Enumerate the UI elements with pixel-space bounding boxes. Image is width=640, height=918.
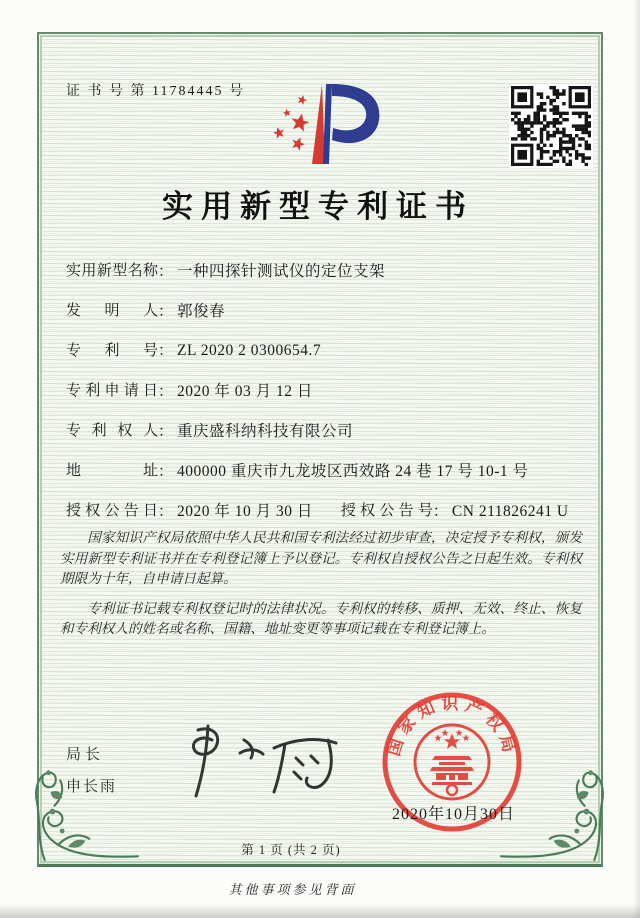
cnipa-logo-icon <box>256 80 394 168</box>
seal-ring-text: 国家知识产权局 <box>384 694 521 760</box>
legal-paragraph-2: 专利证书记载专利权登记时的法律状况。专利权的转移、质押、无效、终止、恢复和专利权人的姓名或名称、国籍、地址变更等事项记载在专利登记簿上。 <box>60 600 582 636</box>
page-number: 第 1 页 (共 2 页) <box>241 843 341 857</box>
field-address: 地址： 400000 重庆市九龙坡区西效路 24 巷 17 号 10-1 号 <box>66 459 566 479</box>
back-side-note: 其他事项参见背面 <box>228 882 357 897</box>
certificate-number: 证 书 号 第 11784445 号 <box>66 84 245 99</box>
field-label: 专利申请日 <box>66 383 158 399</box>
field-value: 2020 年 03 月 12 日 <box>177 383 313 400</box>
corner-flourish-right-icon <box>498 763 610 865</box>
field-utility-model-name: 实用新型名称： 一种四探针测试仪的定位支架 <box>66 259 566 279</box>
field-label: 授权公告号 <box>340 503 433 519</box>
certificate-title: 实用新型专利证书 <box>162 189 474 224</box>
field-value: CN 211826241 U <box>451 503 569 520</box>
field-value: 郭俊春 <box>177 303 226 320</box>
photo-bottom-shadow <box>0 904 640 918</box>
field-patent-number: 专利号： ZL 2020 2 0300654.7 <box>66 339 566 359</box>
field-value: 400000 重庆市九龙坡区西效路 24 巷 17 号 10-1 号 <box>177 463 529 480</box>
national-emblem-icon <box>415 725 489 799</box>
field-label: 发明人 <box>66 303 158 319</box>
logo-red-wedge <box>312 84 325 164</box>
field-label: 授权公告日 <box>66 503 158 519</box>
field-value: 重庆盛科纳科技有限公司 <box>177 423 354 440</box>
commissioner-title: 局长 <box>66 746 105 763</box>
photo-edge-shadow <box>633 0 640 918</box>
field-label: 专利权人 <box>66 423 158 439</box>
field-grant-date-and-number: 授权公告日： 2020 年 10 月 30 日 授权公告号： CN 211826241 U <box>66 499 566 519</box>
qr-code <box>509 84 593 168</box>
field-filing-date: 专利申请日： 2020 年 03 月 12 日 <box>66 379 566 399</box>
field-label: 地址 <box>66 463 158 479</box>
svg-text:国家知识产权局 <box>384 694 520 759</box>
legal-statement <box>60 528 582 649</box>
corner-flourish-left-icon <box>29 763 141 865</box>
field-value: 一种四探针测试仪的定位支架 <box>177 263 386 280</box>
field-label: 专利号 <box>66 343 158 359</box>
field-value: 2020 年 10 月 30 日 <box>177 503 313 520</box>
commissioner-name: 申长雨 <box>66 778 118 795</box>
director-signature <box>168 720 348 802</box>
field-grant-number: 授权公告号： CN 211826241 U <box>341 504 569 520</box>
seal-date: 2020年10月30日 <box>392 806 516 823</box>
field-inventor: 发明人： 郭俊春 <box>66 299 566 319</box>
logo-blue-p <box>323 84 379 164</box>
field-label: 实用新型名称 <box>66 263 158 279</box>
field-value: ZL 2020 2 0300654.7 <box>177 342 322 359</box>
legal-paragraph-1: 国家知识产权局依照中华人民共和国专利法经过初步审查，决定授予专利权，颁发实用新型专利证书并在专利登记簿上予以登记。专利权自授权公告之日起生效。专利权期限为十年，自申请日起算。 <box>60 530 582 586</box>
certificate-fields <box>66 259 569 539</box>
field-patentee: 专利权人： 重庆盛科纳科技有限公司 <box>66 419 566 439</box>
